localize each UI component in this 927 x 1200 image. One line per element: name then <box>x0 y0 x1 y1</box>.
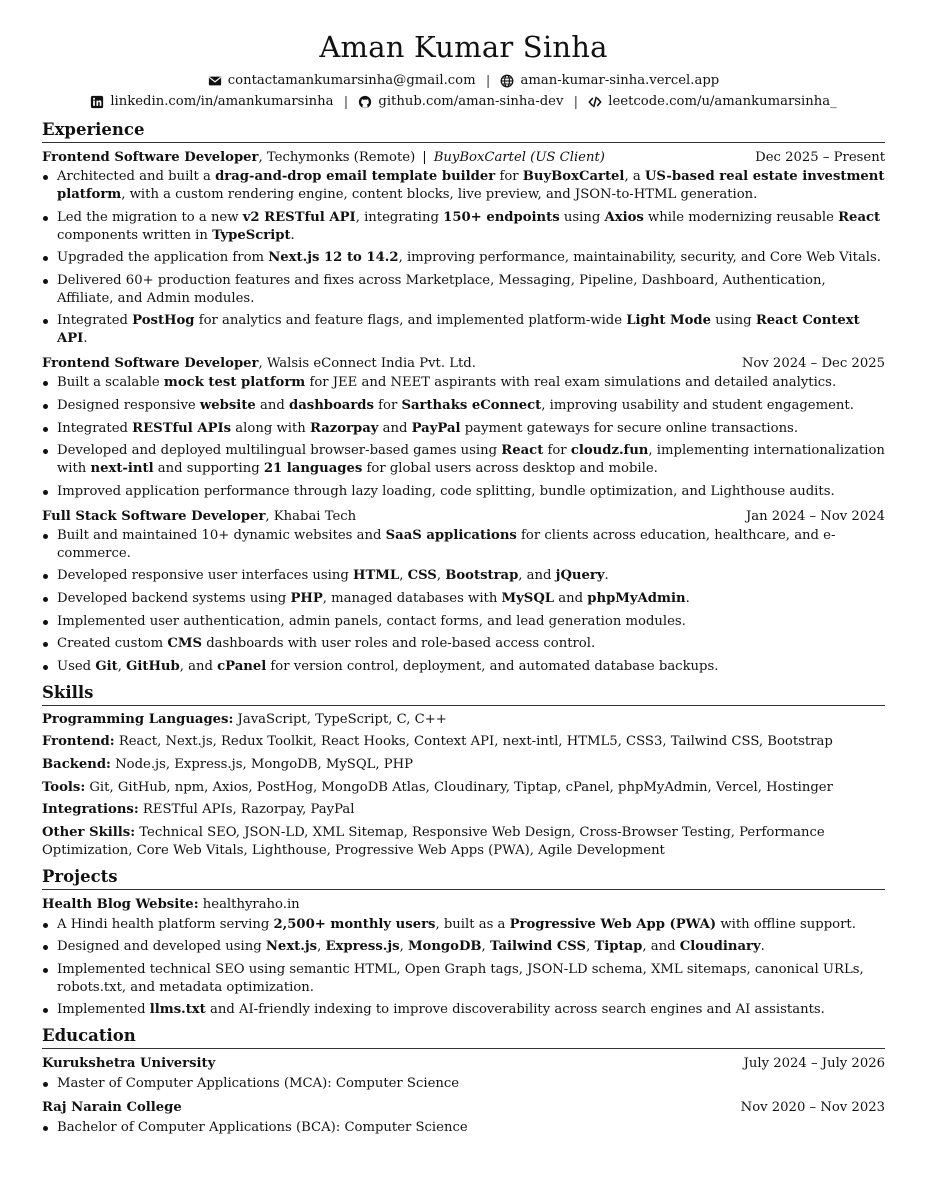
text-run: Built a scalable <box>57 375 164 391</box>
bold-text: PostHog <box>132 313 195 329</box>
experience-section <box>42 119 885 676</box>
text-run: , <box>481 939 490 955</box>
text-run: , <box>436 568 446 584</box>
bold-text: Bootstrap <box>445 568 519 584</box>
degree: Master of Computer Applications (MCA): Computer Science <box>42 1075 885 1093</box>
bold-text: BuyBoxCartel <box>522 169 625 184</box>
bullet-list <box>42 1075 885 1093</box>
skill-value: React, Next.js, Redux Toolkit, React Hooks, Context API, next-intl, HTML5, CSS3, Tailwind CSS, Bootstrap <box>114 734 833 750</box>
bold-text: dashboards <box>289 397 374 413</box>
bold-text: CMS <box>167 636 203 652</box>
bullet-item <box>42 397 885 415</box>
skill-label: Tools: <box>42 779 86 795</box>
text-run: for clients across education, healthcare, and e-commerce. <box>57 527 836 561</box>
candidate-name: Aman Kumar Sinha <box>319 30 608 64</box>
section-title-experience: Experience <box>42 119 885 143</box>
bold-text: jQuery <box>555 568 605 584</box>
bold-text: Progressive Web App (PWA) <box>509 916 717 932</box>
bold-text: US-based real estate investment platform <box>57 169 885 202</box>
text-run: , integrating <box>355 209 444 225</box>
bold-text: PayPal <box>411 420 461 436</box>
email-link[interactable] <box>208 71 476 91</box>
skill-value: JavaScript, TypeScript, C, C++ <box>233 711 447 727</box>
skills-section <box>42 682 885 860</box>
bullet-item <box>42 272 885 308</box>
header-pipe: | <box>422 150 427 165</box>
school-name: Raj Narain College <box>42 1100 182 1116</box>
separator: | <box>573 94 579 110</box>
linkedin-link[interactable] <box>90 92 333 112</box>
skill-label: Programming Languages: <box>42 711 234 727</box>
bullet-item <box>42 483 885 501</box>
bold-text: 2,500+ monthly users <box>273 916 436 932</box>
skill-label: Backend: <box>42 756 111 772</box>
skill-label: Integrations: <box>42 802 139 818</box>
email-text: contactamankumarsinha@gmail.com <box>227 73 476 88</box>
text-run: Integrated <box>57 420 133 436</box>
text-run: for <box>373 397 402 413</box>
text-run: Delivered 60+ production features and fixes across Marketplace, Messaging, Pipeline, Dashboard, Authentication, Affiliate, and Admin modules. <box>57 272 826 306</box>
skill-value: Node.js, Express.js, MongoDB, MySQL, PHP <box>110 756 414 772</box>
text-run: . <box>685 590 690 606</box>
text-run: , improving performance, maintainability, security, and Core Web Vitals. <box>398 250 881 266</box>
text-run: Developed responsive user interfaces using <box>57 568 354 584</box>
text-run: . <box>760 939 765 955</box>
project-title: Health Blog Website: <box>42 896 199 912</box>
text-run: using <box>559 209 605 225</box>
bold-text: MongoDB <box>407 939 482 955</box>
website-link[interactable] <box>500 71 719 91</box>
skill-label: Other Skills: <box>42 824 136 840</box>
bullet-item <box>42 527 885 563</box>
text-run: Used <box>57 658 96 674</box>
text-run: , and <box>642 939 680 955</box>
bold-text: cPanel <box>217 658 267 674</box>
text-run: and <box>378 420 412 436</box>
bullet-item <box>42 613 885 631</box>
text-run: , <box>117 658 127 674</box>
entry-header <box>42 354 885 374</box>
text-run: components written in <box>57 227 213 243</box>
text-run: dashboards with user roles and role-based access control. <box>202 636 596 652</box>
text-run: . <box>604 568 609 584</box>
text-run: Developed backend systems using <box>57 590 291 606</box>
bullet-item <box>42 658 885 676</box>
section-title-skills: Skills <box>42 682 885 706</box>
entry-header <box>42 507 885 527</box>
text-run: Designed and developed using <box>57 939 266 955</box>
bold-text: phpMyAdmin <box>587 590 686 606</box>
leetcode-link[interactable] <box>588 92 836 112</box>
text-run: while modernizing reusable <box>643 209 839 225</box>
text-run: Architected and built a <box>57 169 216 184</box>
bold-text: llms.txt <box>149 1002 206 1018</box>
text-run: using <box>711 313 756 329</box>
bold-text: cloudz.fun <box>570 443 649 459</box>
globe-icon <box>500 74 514 88</box>
website-text: aman-kumar-sinha.vercel.app <box>520 73 720 88</box>
skill-line <box>42 756 885 774</box>
text-run: , and <box>518 568 556 584</box>
bold-text: PHP <box>290 590 323 606</box>
linkedin-text: linkedin.com/in/amankumarsinha <box>110 94 334 109</box>
text-run: , <box>586 939 595 955</box>
text-run: , implementing internationalization with <box>57 443 885 477</box>
bullet-item <box>42 938 885 956</box>
bold-text: mock test platform <box>163 375 306 391</box>
text-run: Led the migration to a new <box>57 209 243 225</box>
bold-text: next-intl <box>90 461 154 477</box>
contact-line-2 <box>42 92 885 113</box>
text-run: Integrated <box>57 313 133 329</box>
experience-entry <box>42 354 885 500</box>
experience-entry <box>42 148 885 348</box>
bullet-item <box>42 916 885 934</box>
text-run: , <box>317 939 326 955</box>
bold-text: 150+ endpoints <box>443 209 560 225</box>
text-run: Implemented <box>57 1002 150 1018</box>
bold-text: CSS <box>407 568 437 584</box>
skill-line <box>42 801 885 819</box>
text-run: , managed databases with <box>322 590 502 606</box>
education-dates: July 2024 – July 2026 <box>743 1056 885 1072</box>
bold-text: Next.js 12 to 14.2 <box>268 250 399 266</box>
bold-text: SaaS applications <box>385 527 517 543</box>
text-run: for version control, deployment, and automated database backups. <box>266 658 719 674</box>
bullet-item <box>42 374 885 392</box>
education-section <box>42 1025 885 1137</box>
bullet-list <box>42 916 885 1020</box>
text-run: Developed and deployed multilingual browser-based games using <box>57 443 502 459</box>
separator: | <box>485 73 491 89</box>
text-run: and AI-friendly indexing to improve discoverability across search engines and AI assistants. <box>205 1002 825 1018</box>
project-header <box>42 895 885 915</box>
bullet-list <box>42 374 885 500</box>
bullet-list <box>42 168 885 348</box>
text-run: Implemented user authentication, admin panels, contact forms, and lead generation modules. <box>57 613 686 629</box>
bold-text: Axios <box>604 209 644 225</box>
bold-text: Next.js <box>265 939 318 955</box>
text-run: , built as a <box>435 916 510 932</box>
bold-text: Tailwind CSS <box>489 939 587 955</box>
job-dates: Jan 2024 – Nov 2024 <box>745 508 885 524</box>
text-run: for global users across desktop and mobile. <box>362 461 658 477</box>
text-run: , and <box>179 658 218 674</box>
text-run: for JEE and NEET aspirants with real exam simulations and detailed analytics. <box>305 375 837 391</box>
bold-text: drag-and-drop email template builder <box>215 169 496 184</box>
contact-line-1 <box>42 71 885 92</box>
text-run: , with a custom rendering engine, content blocks, live preview, and JSON-to-HTML generation. <box>121 187 758 202</box>
bullet-list <box>42 527 885 676</box>
text-run: for <box>495 169 523 184</box>
text-run: Improved application performance through lazy loading, code splitting, bundle optimization, and Lighthouse audits. <box>57 483 835 499</box>
company-name: , Khabai Tech <box>265 508 357 524</box>
education-dates: Nov 2020 – Nov 2023 <box>740 1100 885 1116</box>
bold-text: website <box>199 397 256 413</box>
text-run: , <box>399 939 408 955</box>
bold-text: Express.js <box>325 939 400 955</box>
separator: | <box>343 94 349 110</box>
skill-line <box>42 779 885 797</box>
skill-label: Frontend: <box>42 734 115 750</box>
degree: Bachelor of Computer Applications (BCA): Computer Science <box>42 1119 885 1137</box>
text-run: along with <box>231 420 310 436</box>
bullet-item <box>42 961 885 997</box>
education-header <box>42 1098 885 1119</box>
text-run: , <box>399 568 408 584</box>
bold-text: Razorpay <box>309 420 379 436</box>
text-run: Upgraded the application from <box>57 250 269 266</box>
experience-entry <box>42 507 885 676</box>
job-role: Frontend Software Developer <box>42 150 259 165</box>
text-run: A Hindi health platform serving <box>57 916 274 932</box>
bold-text: HTML <box>353 568 400 584</box>
text-run: and <box>554 590 588 606</box>
job-dates: Dec 2025 – Present <box>755 150 885 165</box>
text-run: for analytics and feature flags, and implemented platform-wide <box>194 313 627 329</box>
company-name: , Techymonks (Remote) <box>258 150 416 165</box>
bullet-item <box>42 1001 885 1019</box>
bullet-item <box>42 168 885 204</box>
bold-text: v2 RESTful API <box>242 209 356 225</box>
bullet-item <box>42 249 885 267</box>
bold-text: 21 languages <box>263 461 363 477</box>
bullet-item <box>42 635 885 653</box>
text-run: Created custom <box>57 636 168 652</box>
text-run: Designed responsive <box>57 397 200 413</box>
job-role: Frontend Software Developer <box>42 356 259 372</box>
bold-text: MySQL <box>501 590 555 606</box>
bullet-item <box>42 420 885 438</box>
text-run: , a <box>624 169 645 184</box>
text-run: . <box>290 227 295 243</box>
text-run: and supporting <box>153 461 264 477</box>
bullet-item <box>42 590 885 608</box>
project-link[interactable]: healthyraho.in <box>198 896 300 912</box>
entry-header <box>42 148 885 168</box>
section-title-projects: Projects <box>42 866 885 890</box>
bold-text: React <box>501 443 544 459</box>
school-name: Kurukshetra University <box>42 1056 216 1072</box>
bold-text: Tiptap <box>594 939 643 955</box>
bold-text: Git <box>95 658 118 674</box>
text-run: with offline support. <box>716 916 856 932</box>
bold-text: Sarthaks eConnect <box>401 397 542 413</box>
skill-value: RESTful APIs, Razorpay, PayPal <box>138 802 355 818</box>
code-icon <box>588 95 602 109</box>
github-icon <box>358 95 372 109</box>
skill-line <box>42 733 885 751</box>
text-run: for <box>543 443 571 459</box>
bullet-item <box>42 312 885 348</box>
company-name: , Walsis eConnect India Pvt. Ltd. <box>258 356 476 372</box>
bold-text: TypeScript <box>212 227 291 243</box>
bold-text: GitHub <box>126 658 180 674</box>
leetcode-text: leetcode.com/u/amankumarsinha_ <box>608 94 837 109</box>
skill-value: Git, GitHub, npm, Axios, PostHog, MongoDB Atlas, Cloudinary, Tiptap, cPanel, phpMyAdmin, Vercel, Hostinger <box>85 779 833 795</box>
bold-text: React Context API <box>57 313 860 347</box>
bullet-item <box>42 567 885 585</box>
text-run: Built and maintained 10+ dynamic websites and <box>57 527 386 543</box>
bold-text: Light Mode <box>626 313 712 329</box>
github-link[interactable] <box>358 92 563 112</box>
bullet-item <box>42 209 885 245</box>
envelope-icon <box>208 74 222 88</box>
job-dates: Nov 2024 – Dec 2025 <box>741 356 885 372</box>
section-title-education: Education <box>42 1025 885 1049</box>
text-run: Implemented technical SEO using semantic HTML, Open Graph tags, JSON-LD schema, XML sitemaps, canonical URLs, robots.txt, and metadata optimization. <box>57 961 864 995</box>
text-run: payment gateways for secure online transactions. <box>460 420 799 436</box>
education-header <box>42 1054 885 1075</box>
projects-section <box>42 866 885 1020</box>
skill-value: Technical SEO, JSON-LD, XML Sitemap, Responsive Web Design, Cross-Browser Testing, Performance Optimization, Core Web Vitals, Lighthouse, Progressive Web Apps (PWA), Agile Development <box>42 824 825 858</box>
client-name: BuyBoxCartel (US Client) <box>433 150 605 165</box>
bullet-item <box>42 442 885 478</box>
job-role: Full Stack Software Developer <box>42 508 266 524</box>
skill-line <box>42 711 885 729</box>
text-run: , improving usability and student engagement. <box>541 397 854 413</box>
skill-line <box>42 824 885 860</box>
text-run: and <box>255 397 289 413</box>
linkedin-icon <box>90 95 104 109</box>
bold-text: React <box>838 209 881 225</box>
bold-text: RESTful APIs <box>132 420 232 436</box>
text-run: . <box>83 331 88 347</box>
bullet-list <box>42 1119 885 1137</box>
bold-text: Cloudinary <box>679 939 761 955</box>
github-text: github.com/aman-sinha-dev <box>378 94 564 109</box>
